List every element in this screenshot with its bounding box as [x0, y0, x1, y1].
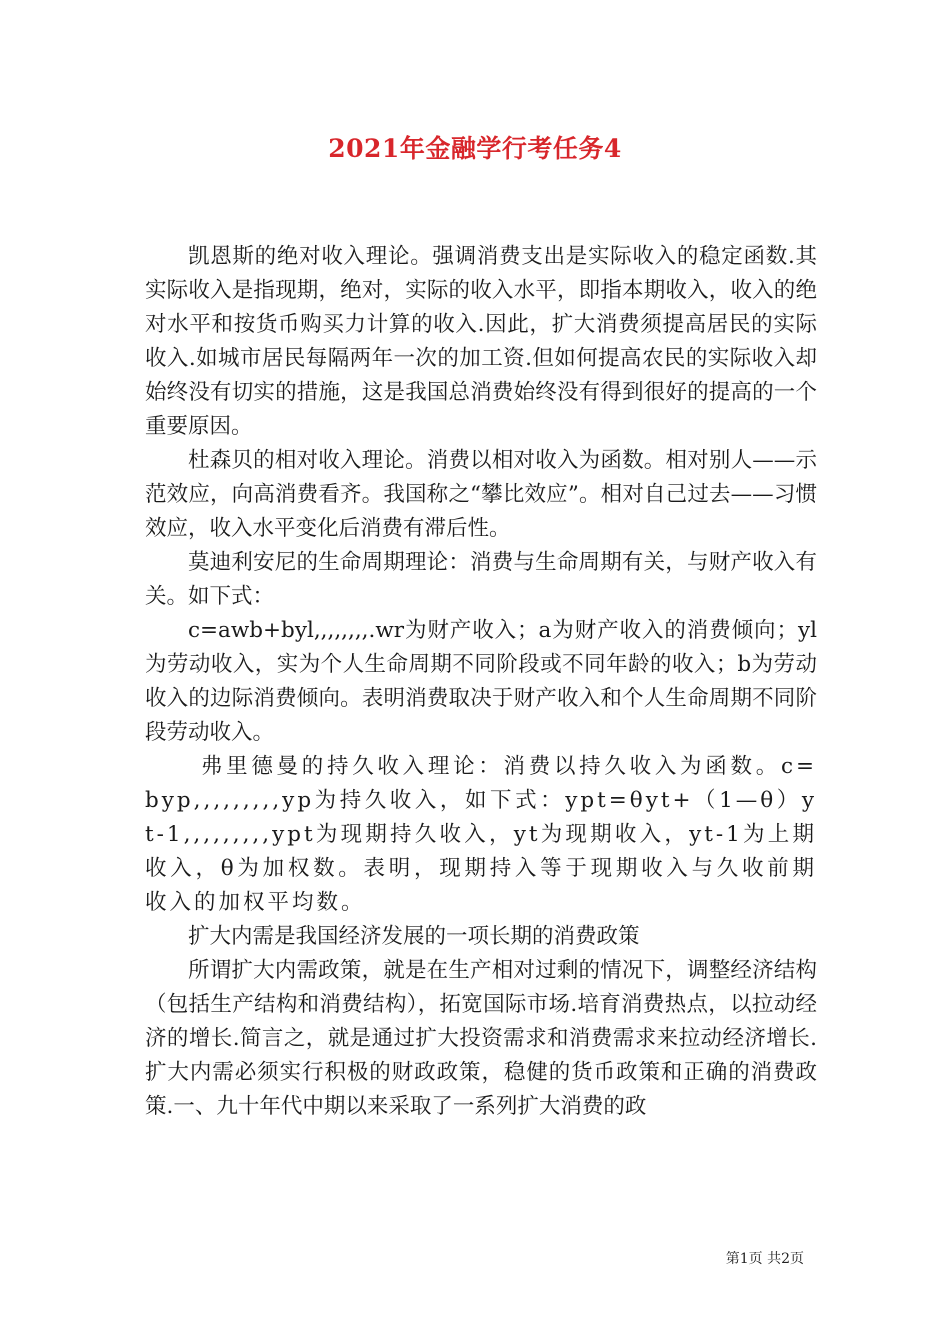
document-title: 2021年金融学行考任务4: [328, 134, 622, 163]
paragraph-modigliani: 莫迪利安尼的生命周期理论：消费与生命周期有关，与财产收入有关。如下式：: [145, 550, 817, 609]
paragraph-friedman: 弗里德曼的持久收入理论：消费以持久收入为函数。c=byp,,,,,,,,,yp为持久收入，如下式：ypt=θyt+（1—θ）yt-1,,,,,,,,,ypt为现期持久收入，yt为现期收入，yt-1为上期收入，θ为加权数。表明，现期持入等于现期收入与久收前期收入的加权平均数。: [145, 754, 817, 915]
paragraph-keynes: 凯恩斯的绝对收入理论。强调消费支出是实际收入的稳定函数.其实际收入是指现期，绝对，实际的收入水平，即指本期收入，收入的绝对水平和按货币购买力计算的收入.因此，扩大消费须提高居民的实际收入.如城市居民每隔两年一次的加工资.但如何提高农民的实际收入却始终没有切实的措施，这是我国总消费始终没有得到很好的提高的一个重要原因。: [145, 244, 817, 439]
paragraph-heading-domestic-demand: 扩大内需是我国经济发展的一项长期的消费政策: [188, 924, 640, 949]
paragraph-duesenberry: 杜森贝的相对收入理论。消费以相对收入为函数。相对别人——示范效应，向高消费看齐。我国称之“攀比效应”。相对自己过去——习惯效应，收入水平变化后消费有滞后性。: [145, 448, 817, 541]
page-number: 第1页 共2页: [725, 1251, 804, 1267]
paragraph-formula-life-cycle: c=awb+byl,,,,,,,,.wr为财产收入；a为财产收入的消费倾向；yl为劳动收入，实为个人生命周期不同阶段或不同年龄的收入；b为劳动收入的边际消费倾向。表明消费取决于财产收入和个人生命周期不同阶段劳动收入。: [145, 618, 817, 745]
paragraph-domestic-demand-policy: 所谓扩大内需政策，就是在生产相对过剩的情况下，调整经济结构（包括生产结构和消费结构），拓宽国际市场.培育消费热点，以拉动经济的增长.简言之，就是通过扩大投资需求和消费需求来拉动经济增长.扩大内需必须实行积极的财政政策，稳健的货币政策和正确的消费政策.一、九十年代中期以来采取了一系列扩大消费的政: [145, 958, 817, 1119]
document-body: [145, 240, 817, 1124]
